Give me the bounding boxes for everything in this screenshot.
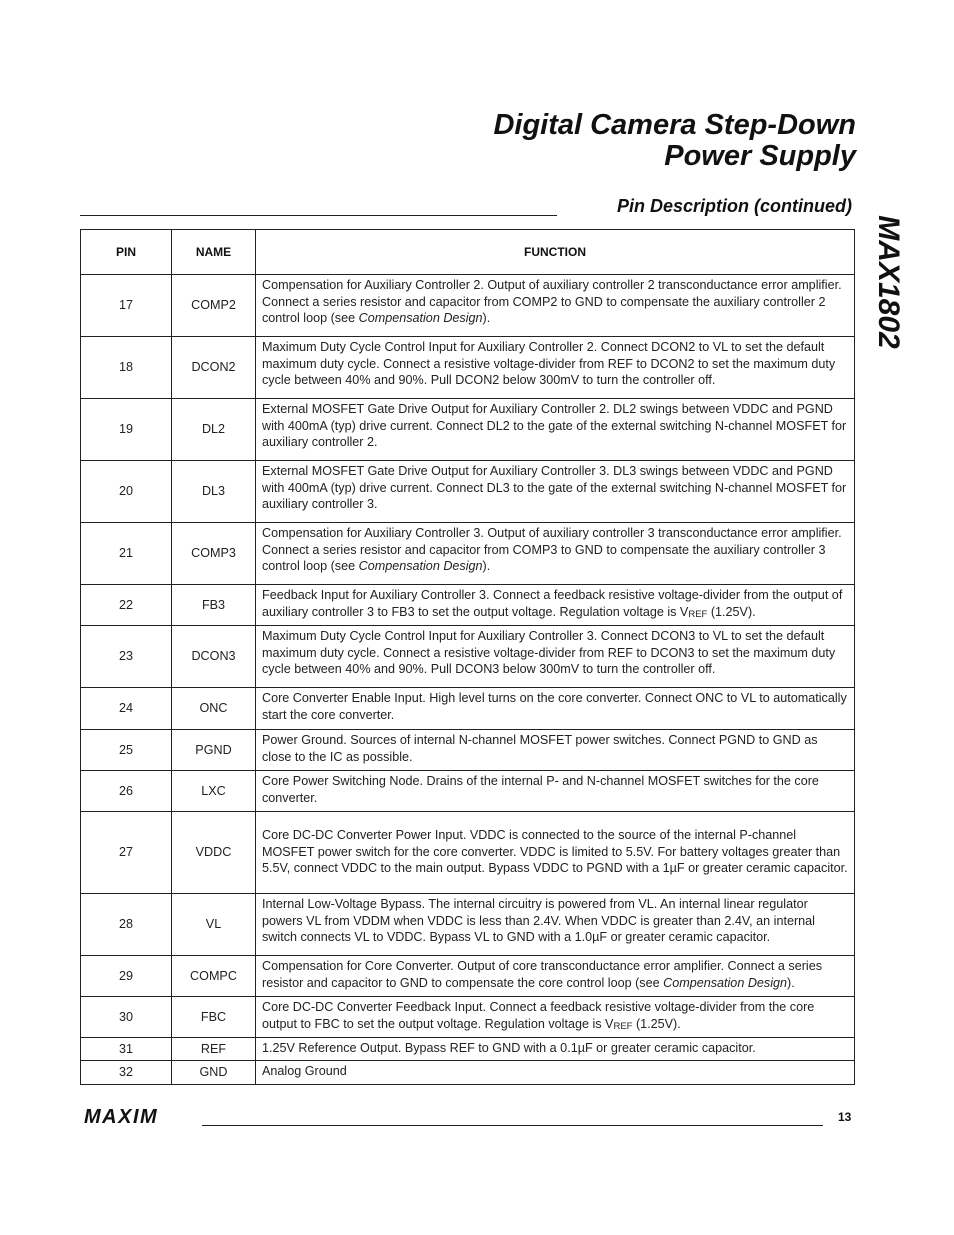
pin-cell: 17 <box>81 275 172 337</box>
header-pin: PIN <box>81 230 172 275</box>
maxim-logo-text: MAXIM <box>84 1106 159 1126</box>
pin-cell: 25 <box>81 730 172 771</box>
table-row <box>81 688 855 730</box>
function-cell: Compensation for Auxiliary Controller 3. Output of auxiliary controller 3 transconductance error amplifier. Connect a series resistor and capacitor from COMP3 to GND to compensate the auxiliary controller 3 control loop (see Compensation Design). <box>256 523 855 585</box>
table-row <box>81 275 855 337</box>
table-row <box>81 1038 855 1061</box>
table-row <box>81 1060 855 1084</box>
name-cell: COMP3 <box>172 523 256 585</box>
pin-cell: 30 <box>81 997 172 1038</box>
name-cell: COMP2 <box>172 275 256 337</box>
name-cell: REF <box>172 1038 256 1061</box>
function-cell: Analog Ground <box>256 1060 855 1084</box>
function-cell: 1.25V Reference Output. Bypass REF to GND with a 0.1µF or greater ceramic capacitor. <box>256 1038 855 1061</box>
table-row <box>81 626 855 688</box>
pin-cell: 20 <box>81 461 172 523</box>
section-title: Pin Description (continued) <box>616 196 852 216</box>
pin-cell: 26 <box>81 771 172 812</box>
document-title <box>493 110 856 172</box>
pin-description-table <box>80 229 855 1085</box>
table-header-row <box>81 230 855 275</box>
pin-cell: 19 <box>81 399 172 461</box>
function-cell: External MOSFET Gate Drive Output for Auxiliary Controller 3. DL3 swings between VDDC and PGND with 400mA (typ) drive current. Connect DL3 to the gate of the external switching N-channel MOSFET for auxiliary controller 3. <box>256 461 855 523</box>
name-cell: FB3 <box>172 585 256 626</box>
table-row <box>81 730 855 771</box>
table-row <box>81 461 855 523</box>
title-line-1: Digital Camera Step-Down <box>493 109 856 141</box>
name-cell: ONC <box>172 688 256 730</box>
name-cell: GND <box>172 1060 256 1084</box>
name-cell: DL2 <box>172 399 256 461</box>
function-cell: Maximum Duty Cycle Control Input for Auxiliary Controller 3. Connect DCON3 to VL to set the default maximum duty cycle. Connect a resistive voltage-divider from REF to DCON3 to set the maximum duty cycle between 40% and 90%. Pull DCON3 below 300mV to turn the controller off. <box>256 626 855 688</box>
section-rule <box>80 215 557 216</box>
function-cell: Power Ground. Sources of internal N-channel MOSFET power switches. Connect PGND to GND as close to the IC as possible. <box>256 730 855 771</box>
name-cell: VL <box>172 894 256 956</box>
function-cell: Feedback Input for Auxiliary Controller 3. Connect a feedback resistive voltage-divider from the output of auxiliary controller 3 to FB3 to set the output voltage. Regulation voltage is $V_{REF}$ (1.25V). <box>256 585 855 626</box>
name-cell: COMPC <box>172 956 256 997</box>
pin-cell: 29 <box>81 956 172 997</box>
table-row <box>81 399 855 461</box>
function-cell: Compensation for Auxiliary Controller 2. Output of auxiliary controller 2 transconductance error amplifier. Connect a series resistor and capacitor from COMP2 to GND to compensate the auxiliary controller 2 control loop (see Compensation Design). <box>256 275 855 337</box>
page-number: 13 <box>838 1110 852 1124</box>
header-name: NAME <box>172 230 256 275</box>
table-row <box>81 585 855 626</box>
title-line-2: Power Supply <box>664 140 856 172</box>
pin-cell: 18 <box>81 337 172 399</box>
footer-rule <box>202 1125 823 1126</box>
name-cell: DL3 <box>172 461 256 523</box>
name-cell: LXC <box>172 771 256 812</box>
table-row <box>81 523 855 585</box>
pin-cell: 21 <box>81 523 172 585</box>
header-function: FUNCTION <box>256 230 855 275</box>
pin-cell: 28 <box>81 894 172 956</box>
function-cell: Internal Low-Voltage Bypass. The internal circuitry is powered from VL. An internal linear regulator powers VL from VDDM when VDDC is less than 2.4V. When VDDC is greater than 2.4V, an internal switch connects VL to VDDC. Bypass VL to GND with a 1.0µF or greater ceramic capacitor. <box>256 894 855 956</box>
table-row <box>81 997 855 1038</box>
table-row <box>81 956 855 997</box>
table-row <box>81 771 855 812</box>
function-cell: Core Converter Enable Input. High level turns on the core converter. Connect ONC to VL to automatically start the core converter. <box>256 688 855 730</box>
pin-cell: 27 <box>81 812 172 894</box>
side-part-number-text: MAX1802 <box>872 215 905 349</box>
function-cell: Core Power Switching Node. Drains of the internal P- and N-channel MOSFET switches for the core converter. <box>256 771 855 812</box>
table-row <box>81 812 855 894</box>
function-cell: Maximum Duty Cycle Control Input for Auxiliary Controller 2. Connect DCON2 to VL to set the default maximum duty cycle. Connect a resistive voltage-divider from REF to DCON2 to set the maximum duty cycle between 40% and 90%. Pull DCON2 below 300mV to turn the controller off. <box>256 337 855 399</box>
name-cell: FBC <box>172 997 256 1038</box>
name-cell: PGND <box>172 730 256 771</box>
maxim-logo <box>84 1106 194 1126</box>
name-cell: DCON2 <box>172 337 256 399</box>
name-cell: VDDC <box>172 812 256 894</box>
pin-cell: 31 <box>81 1038 172 1061</box>
pin-cell: 23 <box>81 626 172 688</box>
function-cell: Compensation for Core Converter. Output of core transconductance error amplifier. Connect a series resistor and capacitor to GND to compensate the core control loop (see Compensation Design). <box>256 956 855 997</box>
name-cell: DCON3 <box>172 626 256 688</box>
pin-cell: 22 <box>81 585 172 626</box>
table-row <box>81 337 855 399</box>
function-cell: External MOSFET Gate Drive Output for Auxiliary Controller 2. DL2 swings between VDDC and PGND with 400mA (typ) drive current. Connect DL2 to the gate of the external switching N-channel MOSFET for auxiliary controller 2. <box>256 399 855 461</box>
function-cell: Core DC-DC Converter Feedback Input. Connect a feedback resistive voltage-divider from the core output to FBC to set the output voltage. Regulation voltage is $V_{REF}$ (1.25V). <box>256 997 855 1038</box>
table-row <box>81 894 855 956</box>
function-cell: Core DC-DC Converter Power Input. VDDC is connected to the source of the internal P-channel MOSFET power switch for the core converter. VDDC is limited to 5.5V. For battery voltages greater than 5.5V, connect VDDC to the main output. Bypass VDDC to PGND with a 1µF or greater ceramic capacitor. <box>256 812 855 894</box>
pin-cell: 32 <box>81 1060 172 1084</box>
pin-cell: 24 <box>81 688 172 730</box>
side-part-number <box>868 202 908 362</box>
